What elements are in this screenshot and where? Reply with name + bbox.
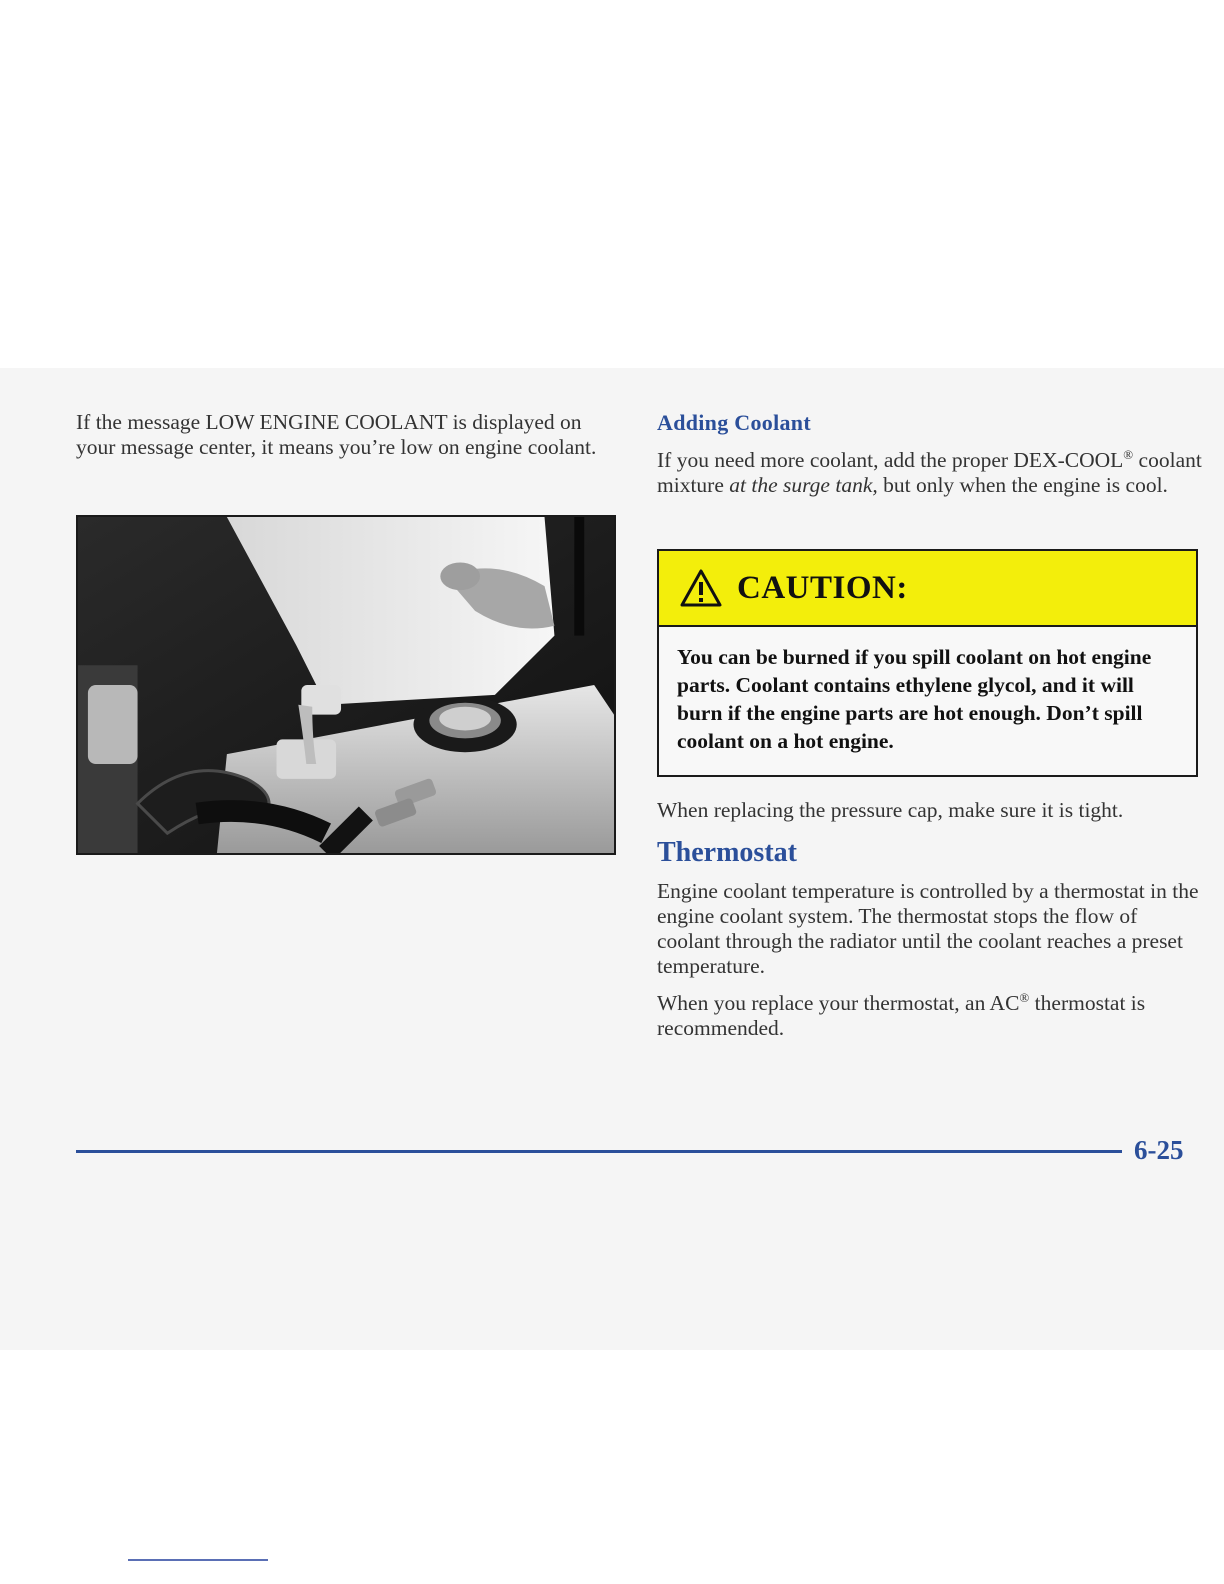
- footer-rule: [76, 1150, 1122, 1153]
- left-column: [76, 410, 616, 460]
- caution-text: You can be burned if you spill coolant on hot engine parts. Coolant contains ethylene glycol, and it will burn if the engine parts are hot enough. Don’t spill coolant on a hot engine.: [677, 645, 1152, 753]
- pressure-cap-paragraph: When replacing the pressure cap, make sure it is tight.: [657, 798, 1124, 822]
- adding-coolant-text-a: If you need more coolant, add the proper DEX-COOL: [657, 448, 1124, 472]
- right-column: [657, 410, 1202, 498]
- thermostat-heading: Thermostat: [657, 837, 797, 868]
- intro-paragraph: If the message LOW ENGINE COOLANT is displayed on your message center, it means you’re low on engine coolant.: [76, 410, 597, 459]
- adding-coolant-text-c: but only when the engine is cool.: [877, 473, 1168, 497]
- adding-coolant-heading: Adding Coolant: [657, 410, 811, 435]
- coolant-photo-illustration: [78, 517, 614, 853]
- adding-coolant-emphasis: at the surge tank,: [729, 473, 878, 497]
- adding-coolant-paragraph: [657, 448, 1202, 498]
- registered-mark: ®: [1019, 990, 1030, 1005]
- lower-right-column: [657, 798, 1202, 1041]
- caution-title: CAUTION:: [737, 569, 908, 606]
- coolant-photo: [76, 515, 616, 855]
- adding-coolant-text-b: coolant mixture: [657, 448, 1202, 497]
- registered-mark: ®: [1123, 447, 1134, 462]
- thermostat-text-a: When you replace your thermostat, an AC: [657, 991, 1020, 1015]
- page-number: 6-25: [1134, 1135, 1184, 1165]
- caution-box: [657, 549, 1198, 777]
- thermostat-text-b: thermostat is recommended.: [657, 991, 1146, 1040]
- warning-triangle-icon: [679, 568, 723, 608]
- thermostat-paragraph-2: [657, 991, 1202, 1041]
- caution-header: [659, 551, 1196, 627]
- thermostat-paragraph-1: Engine coolant temperature is controlled by a thermostat in the engine coolant system. The thermostat stops the flow of coolant through the radiator until the coolant reaches a preset temperature.: [657, 879, 1199, 978]
- bottom-short-rule: [128, 1559, 268, 1561]
